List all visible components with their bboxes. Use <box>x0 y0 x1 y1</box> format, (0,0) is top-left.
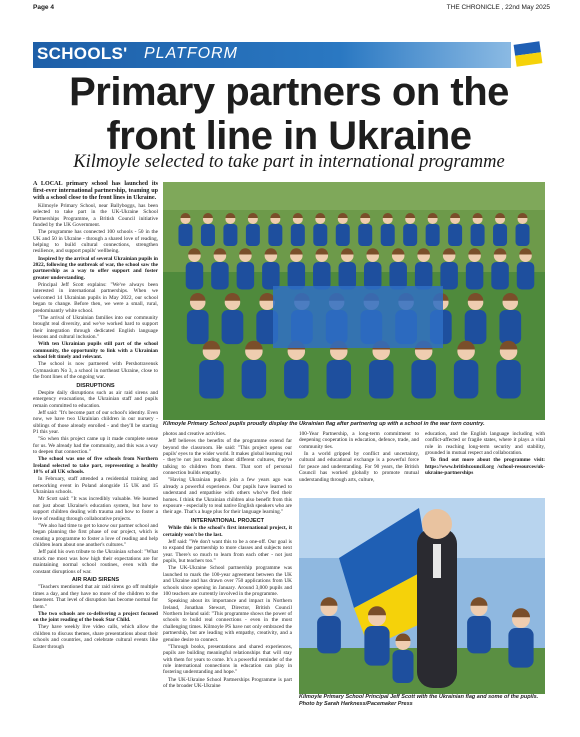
body-paragraph: Speaking about its importance and impact in Northern Ireland, Jonathan Stewart, Director, British Council Northern Ireland said: "This programme shows the power of schools to build real connections - even in the most challenging times. Kilmoyle PS have not only embraced the partnership, but are leading with empathy, creativity, and a genuine desire to connect. <box>163 598 292 643</box>
paper-dateline: THE CHRONICLE , 22nd May 2025 <box>446 4 550 11</box>
body-paragraph: While this is the school's first international project, it certainly won't be the last. <box>163 525 292 538</box>
principal-photo <box>299 498 545 694</box>
body-paragraph: The programme has connected 100 schools - 50 in the UK and 50 in Ukraine - through a shared love of reading, helping to build cultural connections, strengthen resilience, and support pupils' wellbeing. <box>33 229 158 255</box>
body-paragraph: The two schools are co-delivering a project focused on the joint reading of the book Star Child. <box>33 610 158 624</box>
ukraine-flag-icon <box>511 40 545 68</box>
standfirst: Kilmoyle selected to take part in international programme <box>73 152 505 172</box>
section-label: SCHOOLS' <box>37 44 128 63</box>
section-banner <box>33 42 545 68</box>
section-sublabel: PLATFORM <box>144 45 238 62</box>
body-paragraph: Mr Scott said: "It was incredibly valuable. We learned not just about Ukraine's education system, but how to support children dealing with trauma and how to foster a love of reading through collaborative projects. <box>33 496 158 522</box>
body-paragraph: "Having Ukrainian pupils join a few years ago was already a powerful experience. Our pupils have learned to understand and empathise with others who've fled their homes. I think the Ukrainian children also benefit from this exposure - especially to real native English speakers who are their age. That's a huge plus for their language learning." <box>163 477 292 516</box>
headline-line-2: front line in Ukraine <box>106 114 472 158</box>
body-paragraph: Despite daily disruptions such as air raid sirens and emergency evacuations, the Ukrainian staff and pupils remain committed to education. <box>33 389 158 409</box>
body-paragraph: To find out more about the programme visit: https://www.britishcouncil.org /school-resources/uk-ukraine-partnerships <box>425 457 545 477</box>
body-paragraph: Jeff said: "We don't want this to be a one-off. Our goal is to expand the partnership to more classes and subjects next year. There's so much to learn from each other - not just pupils, but teachers too." <box>163 538 292 565</box>
body-paragraph: Principal Jeff Scott explains: "We've always been interested in international partnerships. When we welcomed 14 Ukrainian pupils in May 2022, our school began to change. Before then, we were a small, rural, predominantly white school. <box>33 282 158 314</box>
body-paragraph: "Teachers mentioned that air raid sirens go off multiple times a day, and they have no more of the children to the basement. That level of disruption has become normal for them." <box>33 584 158 610</box>
body-paragraph: The school is now partnered with Pershotravensk Gymnasium No 3, a school in northeast Ukraine, close to the front lines of the ongoing war. <box>33 361 158 381</box>
page-number: Page 4 <box>33 4 54 11</box>
body-paragraph: With ten Ukrainian pupils still part of the school community, the opportunity to link with a Ukrainian school felt timely and relevant. <box>33 341 158 361</box>
body-paragraph: The school was one of five schools from Northern Ireland selected to take part, representing a healthy 10% of all UK schools. <box>33 456 158 476</box>
crosshead: AIR RAID SIRENS <box>71 576 120 583</box>
body-paragraph: They have weekly live video calls, which allow the children to discuss themes, share presentations about their schools and countries, and celebrate cultural events like Easter through <box>33 624 158 650</box>
article-column-3 <box>299 431 419 484</box>
body-paragraph: education, and the English language including with conflict-affected or fragile states, where it plays a vital role in reaching long-term security and stability, grounded in mutual respect and collaboration. <box>425 431 545 457</box>
article-column-4 <box>425 431 545 477</box>
crosshead: INTERNATIONAL PROJECT <box>190 517 265 524</box>
running-header <box>33 4 550 13</box>
photo-caption: Kilmoyle Primary School pupils proudly display the Ukrainian flag after partnering up with a school in the war torn country. <box>163 421 485 427</box>
body-paragraph: "The arrival of Ukrainian families into our community brought real diversity, and we've worked hard to support their integration through dedicated English language lessons and cultural inclusion." <box>33 314 158 341</box>
body-paragraph: In a world gripped by conflict and uncertainty, cultural and educational exchange is a powerful force for peace and understanding. For 90 years, the British Council has worked globally to promote mutual understanding through arts, culture, <box>299 451 419 483</box>
body-paragraph: Jeff believes the benefits of the programme extend far beyond the classroom. He said: "This project opens our pupils' eyes to the wider world. It makes global learning real - they're not just reading about different cultures, they're talking to children from them. That sort of personal connection builds empathy. <box>163 438 292 477</box>
body-paragraph: "So when this project came up it made complete sense for us. We already had the community, and this was a way to deepen that connection." <box>33 436 158 456</box>
body-paragraph: 100-Year Partnership, a long-term commitment to deepening cooperation in education, defence, trade, and community ties. <box>299 431 419 450</box>
article-column-2 <box>163 431 292 690</box>
body-paragraph: Jeff said: "It's become part of our school's identity. Even now, we have two Ukrainian children in our nursery - siblings of those already enrolled - and they'll be starting P1 this year. <box>33 409 158 436</box>
body-paragraph: The UK-Ukraine School partnership programme was launched to mark the 100-year agreement between the UK and Ukraine and has drawn over 750 applications from UK schools since opening in January. Around 3,000 pupils and 100 teachers are currently involved in the programme. <box>163 565 292 597</box>
intro-paragraph: A LOCAL primary school has launched its first-ever international partnership, teaming up with a school close to the front lines in Ukraine. <box>33 181 158 201</box>
body-paragraph: Inspired by the arrival of several Ukrainian pupils in 2022, following the outbreak of war, the school saw the partnership as a way to offer support and foster greater understanding. <box>33 255 158 281</box>
crosshead: DISRUPTIONS <box>76 382 115 389</box>
body-paragraph: In February, staff attended a residential training and networking event in Poland alongside 15 UK and 15 Ukrainian schools. <box>33 476 158 496</box>
article-column-1 <box>33 181 158 651</box>
body-paragraph: The UK-Ukraine School Partnerships Programme is part of the broader UK-Ukraine <box>163 676 292 690</box>
headline <box>33 70 545 158</box>
headline-line-1: Primary partners on the <box>69 70 509 114</box>
body-paragraph: Jeff paid his own tribute to the Ukrainian school: "What struck me most was how high their expectations are for maintaining normal school routines, even with the constant disruptions of war. <box>33 549 158 575</box>
body-paragraph: photos and creative activities. <box>163 431 226 437</box>
body-paragraph: "We also had time to get to know our partner school and began planning the first phase of our project, which is creating a programme to foster a love of reading and help children learn about one another's cultures." <box>33 522 158 549</box>
group-photo <box>163 182 545 420</box>
body-paragraph: "Through books, presentations and shared experiences, pupils are building meaningful relationships that will stay with them for years to come. It's a powerful reminder of the role international connections in education can play in fostering understanding and hope." <box>163 643 292 676</box>
photo-caption: Kilmoyle Primary School Principal Jeff Scott with the Ukrainian flag and some of the pupils. Photo by Sarah Harkness/Pacemaker Press <box>299 694 539 707</box>
body-paragraph: Kilmoyle Primary School, near Ballyboggs, has been selected to take part in the UK-Ukraine School Partnerships Programme, a British Council initiative funded by the UK Government. <box>33 202 158 229</box>
